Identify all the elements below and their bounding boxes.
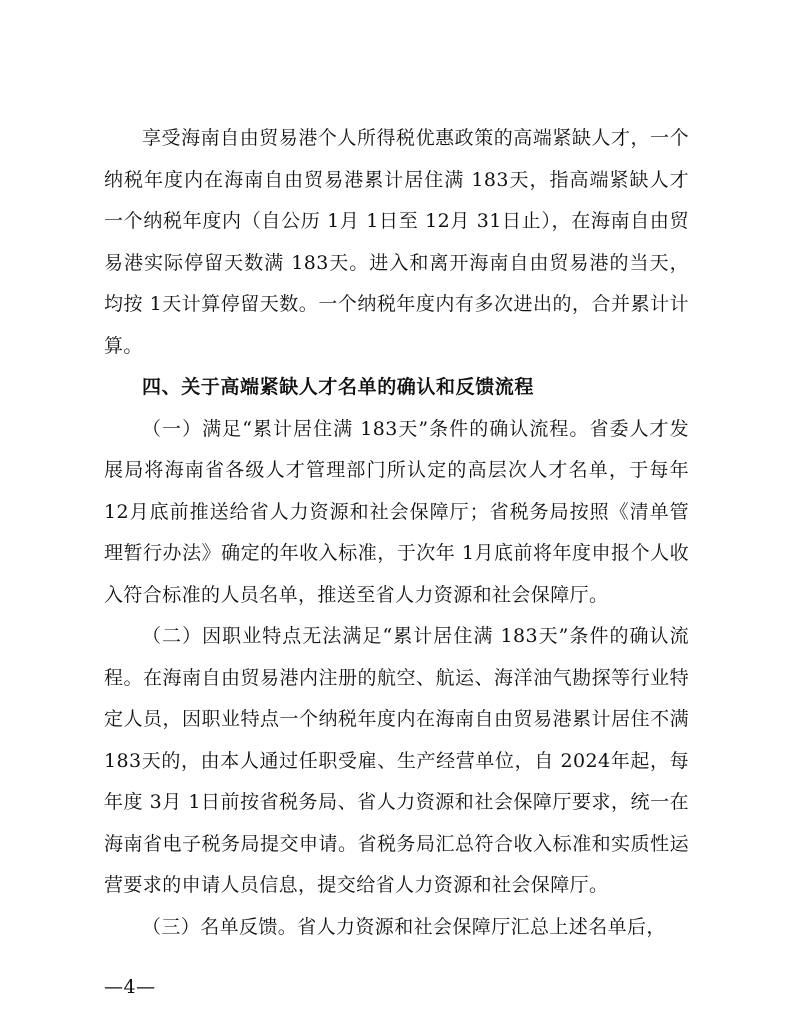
document-body: [104, 118, 689, 948]
section-heading: 四、关于高端紧缺人才名单的确认和反馈流程: [142, 376, 535, 398]
paragraph-confirmation-process-2: （二）因职业特点无法满足“累计居住满 183天”条件的确认流程。在海南自由贸易港内注册的航空、航运、海洋油气勘探等行业特定人员，因职业特点一个纳税年度内在海南自由贸易港累计居住不满 183天的，由本人通过任职受雇、生产经营单位，自 2024年起，每年度 3月 1日前按省税务局、省人力资源和社会保障厅要求，统一在海南省电子税务局提交申请。省税务局汇总符合收入标准和实质性运营要求的申请人员信息，提交给省人力资源和社会保障厅。: [104, 625, 689, 896]
paragraph-confirmation-process-1: （一）满足“累计居住满 183天”条件的确认流程。省委人才发展局将海南省各级人才管理部门所认定的高层次人才名单，于每年 12月底前推送给省人力资源和社会保障厅；省税务局按照《清单管理暂行办法》确定的年收入标准，于次年 1月底前将年度申报个人收入符合标准的人员名单，推送至省人力资源和社会保障厅。: [104, 417, 689, 606]
paragraph-residence-definition: 享受海南自由贸易港个人所得税优惠政策的高端紧缺人才，一个纳税年度内在海南自由贸易港累计居住满 183天，指高端紧缺人才一个纳税年度内（自公历 1月 1日至 12月 31日止），在海南自由贸易港实际停留天数满 183天。进入和离开海南自由贸易港的当天，均按 1天计算停留天数。一个纳税年度内有多次进出的，合并累计计算。: [104, 127, 689, 357]
page-number: —4—: [104, 976, 156, 998]
paragraph-list-feedback: （三）名单反馈。省人力资源和社会保障厅汇总上述名单后，: [142, 915, 666, 938]
